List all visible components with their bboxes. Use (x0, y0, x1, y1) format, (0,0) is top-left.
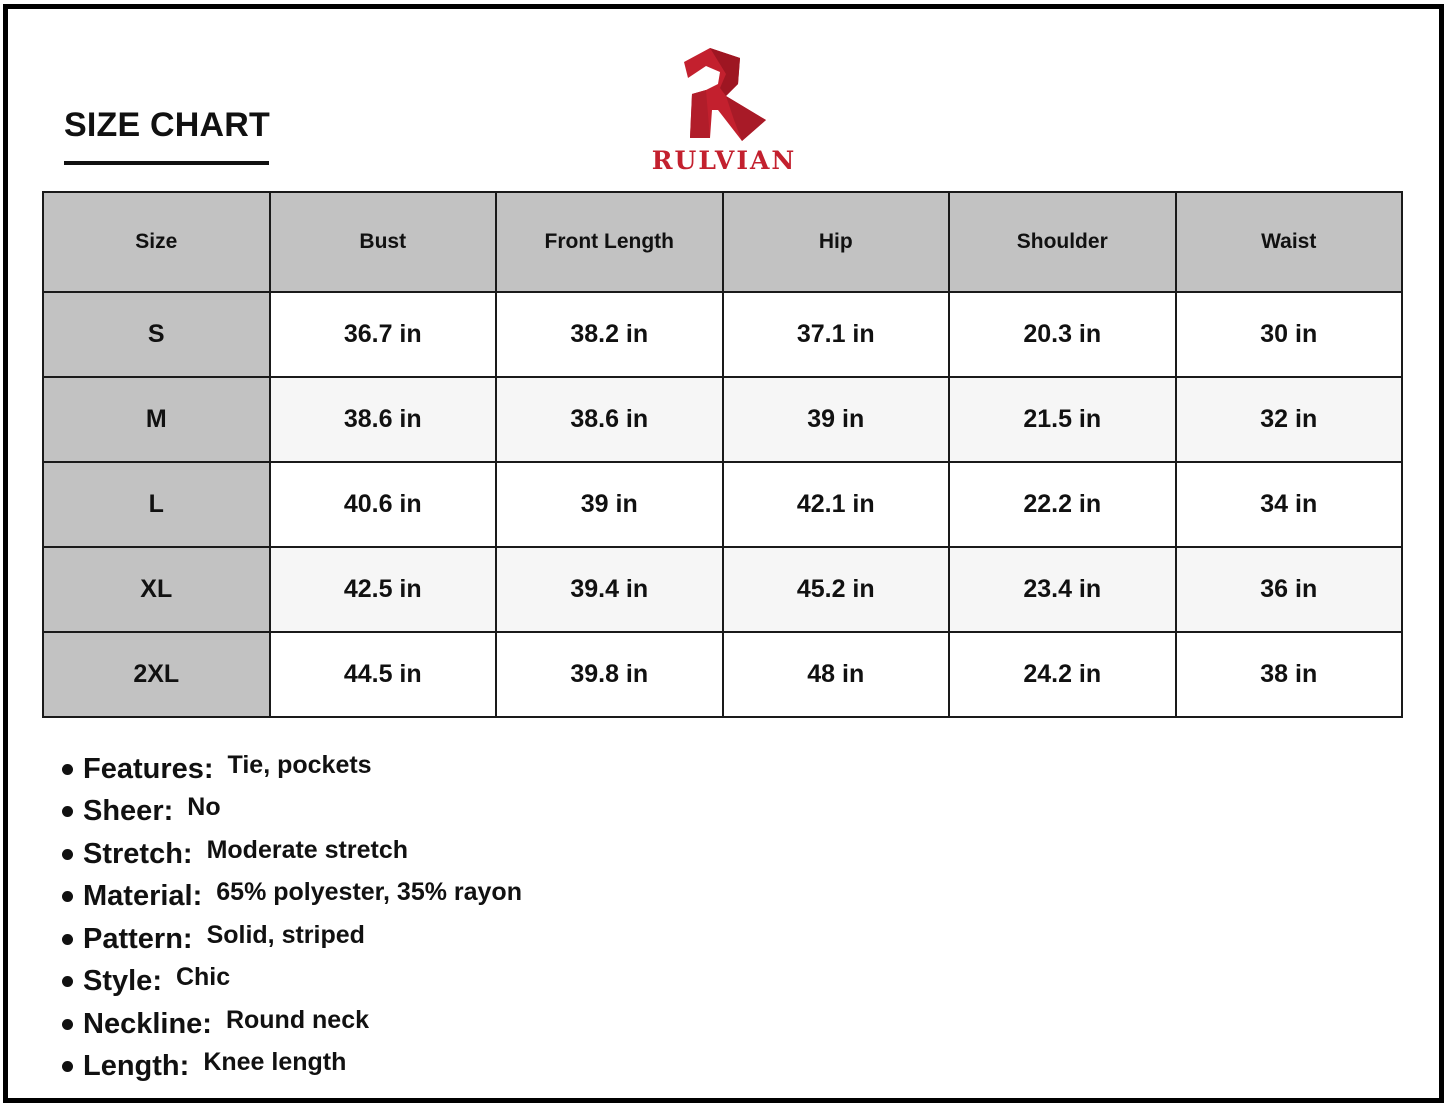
size-cell: S (43, 292, 270, 377)
page-title: SIZE CHART (64, 106, 270, 144)
feature-item-style (62, 961, 522, 1004)
table-row (43, 632, 1402, 717)
size-cell: 2XL (43, 632, 270, 717)
size-cell: L (43, 462, 270, 547)
brand-name: RULVIAN (651, 146, 797, 175)
feature-label: Sheer: (83, 795, 174, 828)
feature-value: Moderate stretch (206, 835, 409, 864)
front-length-cell: 39 in (496, 462, 723, 547)
feature-value: No (187, 793, 221, 822)
waist-cell: 30 in (1176, 292, 1403, 377)
table-row (43, 547, 1402, 632)
shoulder-cell: 22.2 in (949, 462, 1176, 547)
table-row (43, 377, 1402, 462)
feature-label: Material: (83, 880, 203, 913)
feature-value: Chic (175, 963, 231, 992)
column-header-hip: Hip (723, 192, 950, 292)
feature-label: Neckline: (83, 1007, 212, 1040)
column-header-front-length: Front Length (496, 192, 723, 292)
feature-label: Stretch: (83, 837, 193, 870)
feature-item-features (62, 748, 522, 791)
front-length-cell: 39.4 in (496, 547, 723, 632)
table-row (43, 462, 1402, 547)
hip-cell: 48 in (723, 632, 950, 717)
size-cell: XL (43, 547, 270, 632)
bullet-icon (62, 934, 73, 945)
bust-cell: 40.6 in (270, 462, 497, 547)
hip-cell: 45.2 in (723, 547, 950, 632)
bust-cell: 42.5 in (270, 547, 497, 632)
feature-item-material (62, 876, 522, 919)
bust-cell: 38.6 in (270, 377, 497, 462)
feature-item-length (62, 1046, 522, 1089)
column-header-bust: Bust (270, 192, 497, 292)
shoulder-cell: 24.2 in (949, 632, 1176, 717)
waist-cell: 36 in (1176, 547, 1403, 632)
shoulder-cell: 20.3 in (949, 292, 1176, 377)
bullet-icon (62, 849, 73, 860)
feature-label: Style: (83, 965, 162, 998)
shoulder-cell: 21.5 in (949, 377, 1176, 462)
feature-value: 65% polyester, 35% rayon (216, 878, 522, 907)
table-header-row (43, 192, 1402, 292)
waist-cell: 38 in (1176, 632, 1403, 717)
feature-value: Solid, striped (206, 920, 365, 949)
shoulder-cell: 23.4 in (949, 547, 1176, 632)
hip-cell: 42.1 in (723, 462, 950, 547)
column-header-waist: Waist (1176, 192, 1403, 292)
bullet-icon (62, 1019, 73, 1030)
bust-cell: 36.7 in (270, 292, 497, 377)
feature-item-stretch (62, 833, 522, 876)
bust-cell: 44.5 in (270, 632, 497, 717)
feature-value: Knee length (203, 1048, 347, 1077)
front-length-cell: 38.2 in (496, 292, 723, 377)
feature-item-pattern (62, 918, 522, 961)
bullet-icon (62, 806, 73, 817)
bullet-icon (62, 764, 73, 775)
hip-cell: 37.1 in (723, 292, 950, 377)
hip-cell: 39 in (723, 377, 950, 462)
bullet-icon (62, 891, 73, 902)
title-underline (64, 161, 269, 165)
rulvian-r-logo-icon (680, 44, 770, 144)
table-row (43, 292, 1402, 377)
feature-item-neckline (62, 1003, 522, 1046)
feature-value: Tie, pockets (227, 750, 372, 779)
brand-logo (636, 44, 812, 176)
feature-label: Length: (83, 1050, 190, 1083)
column-header-size: Size (43, 192, 270, 292)
feature-value: Round neck (225, 1005, 370, 1034)
bullet-icon (62, 1061, 73, 1072)
feature-label: Pattern: (83, 922, 193, 955)
waist-cell: 32 in (1176, 377, 1403, 462)
feature-item-sheer (62, 791, 522, 834)
column-header-shoulder: Shoulder (949, 192, 1176, 292)
size-chart-table (42, 191, 1403, 718)
product-features-list (62, 748, 522, 1088)
size-cell: M (43, 377, 270, 462)
front-length-cell: 38.6 in (496, 377, 723, 462)
waist-cell: 34 in (1176, 462, 1403, 547)
feature-label: Features: (83, 752, 214, 785)
bullet-icon (62, 976, 73, 987)
front-length-cell: 39.8 in (496, 632, 723, 717)
